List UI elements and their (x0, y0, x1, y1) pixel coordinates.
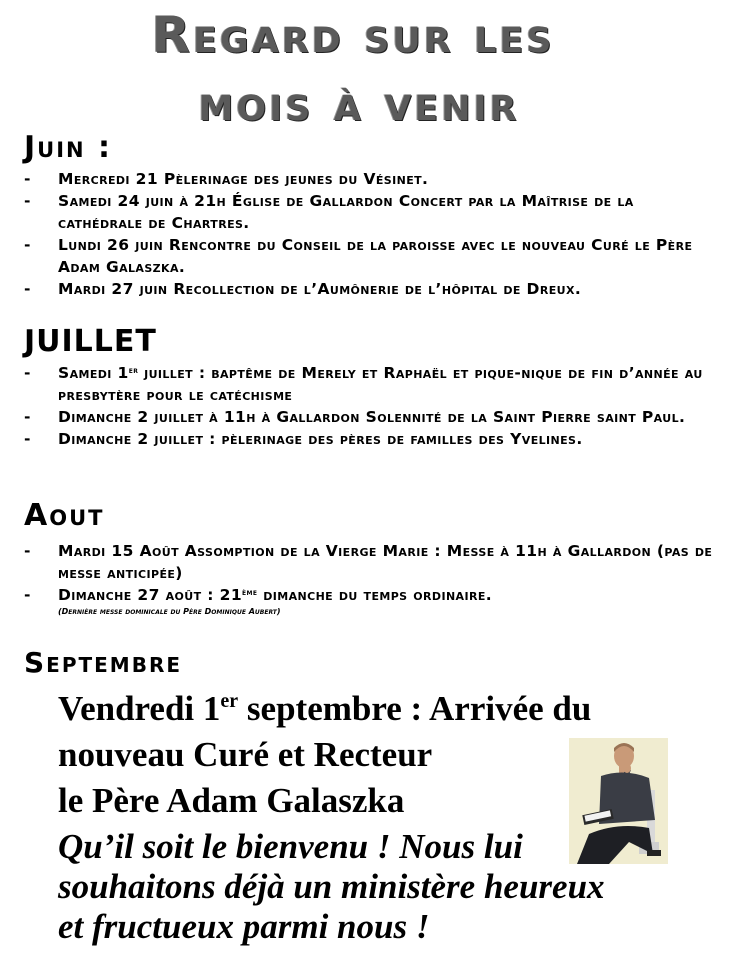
announcement-line2: nouveau Curé et Recteur (58, 735, 433, 774)
list-item (24, 406, 714, 428)
bullet-dash: - (24, 280, 31, 298)
list-item (24, 362, 714, 406)
item-text-pre: Samedi 1 (58, 364, 129, 382)
item-text: Dimanche 2 juillet : pèlerinage des pères de familles des Yvelines. (58, 430, 583, 448)
list-juin (24, 168, 714, 300)
announcement-text: Vendredi 1 (58, 689, 221, 728)
list-juillet (24, 362, 714, 450)
item-text: Mardi 15 Août Assomption de la Vierge Marie : Messe à 11h à Gallardon (pas de messe anticipée) (58, 542, 713, 582)
list-item (24, 428, 714, 450)
item-sup: er (128, 366, 139, 376)
section-heading-juillet: JUILLET (24, 324, 157, 359)
announcement-text: septembre : Arrivée du (238, 689, 592, 728)
list-item (24, 234, 714, 278)
page-title-line2: mois à venir (198, 74, 520, 132)
item-text: Mercredi 21 Pèlerinage des jeunes du Vésinet. (58, 170, 429, 188)
list-item (24, 190, 714, 234)
announcement-line4: Qu’il soit le bienvenu ! Nous lui (58, 827, 523, 866)
item-text: Dimanche 2 juillet à 11h à Gallardon Solennité de la Saint Pierre saint Paul. (58, 408, 686, 426)
announcement-line3: le Père Adam Galaszka (58, 781, 405, 820)
item-text: Mardi 27 juin Recollection de l’Aumônerie de l’hôpital de Dreux. (58, 280, 582, 298)
bullet-dash: - (24, 586, 31, 604)
list-item (24, 278, 714, 300)
announcement-sup: er (220, 690, 239, 712)
item-text: Lundi 26 juin Rencontre du Conseil de la paroisse avec le nouveau Curé le Père Adam Galaszka. (58, 236, 693, 276)
section-heading-septembre: Septembre (24, 646, 182, 679)
priest-photo (569, 738, 668, 864)
bullet-dash: - (24, 408, 31, 426)
section-heading-aout: Aout (24, 498, 105, 533)
item-sup: ème (242, 588, 258, 598)
announcement-line6: et fructueux parmi nous ! (58, 907, 430, 946)
list-item (24, 168, 714, 190)
announcement-line1 (58, 686, 591, 732)
section-heading-juin: Juin : (24, 130, 113, 165)
list-aout (24, 540, 714, 618)
bullet-dash: - (24, 364, 31, 382)
bullet-dash: - (24, 236, 31, 254)
bullet-dash: - (24, 170, 31, 188)
item-text: Samedi 24 juin à 21h Église de Gallardon Concert par la Maîtrise de la cathédrale de Chartres. (58, 192, 634, 232)
bullet-dash: - (24, 192, 31, 210)
announcement-line5: souhaitons déjà un ministère heureux (58, 867, 605, 906)
list-item (24, 540, 714, 584)
footnote: (Dernière messe dominicale du Père Dominique Aubert) (58, 607, 281, 616)
bullet-dash: - (24, 430, 31, 448)
item-text: dimanche du temps ordinaire. (257, 586, 493, 604)
item-text-pre: Dimanche 27 août : 21 (58, 586, 243, 604)
list-item (24, 584, 714, 606)
bullet-dash: - (24, 542, 31, 560)
item-text: juillet : baptême de Merely et Raphaël et pique-nique de fin d’année au presbytère pour le catéchisme (58, 364, 703, 404)
page-title-line1: Regard sur les (151, 6, 555, 64)
